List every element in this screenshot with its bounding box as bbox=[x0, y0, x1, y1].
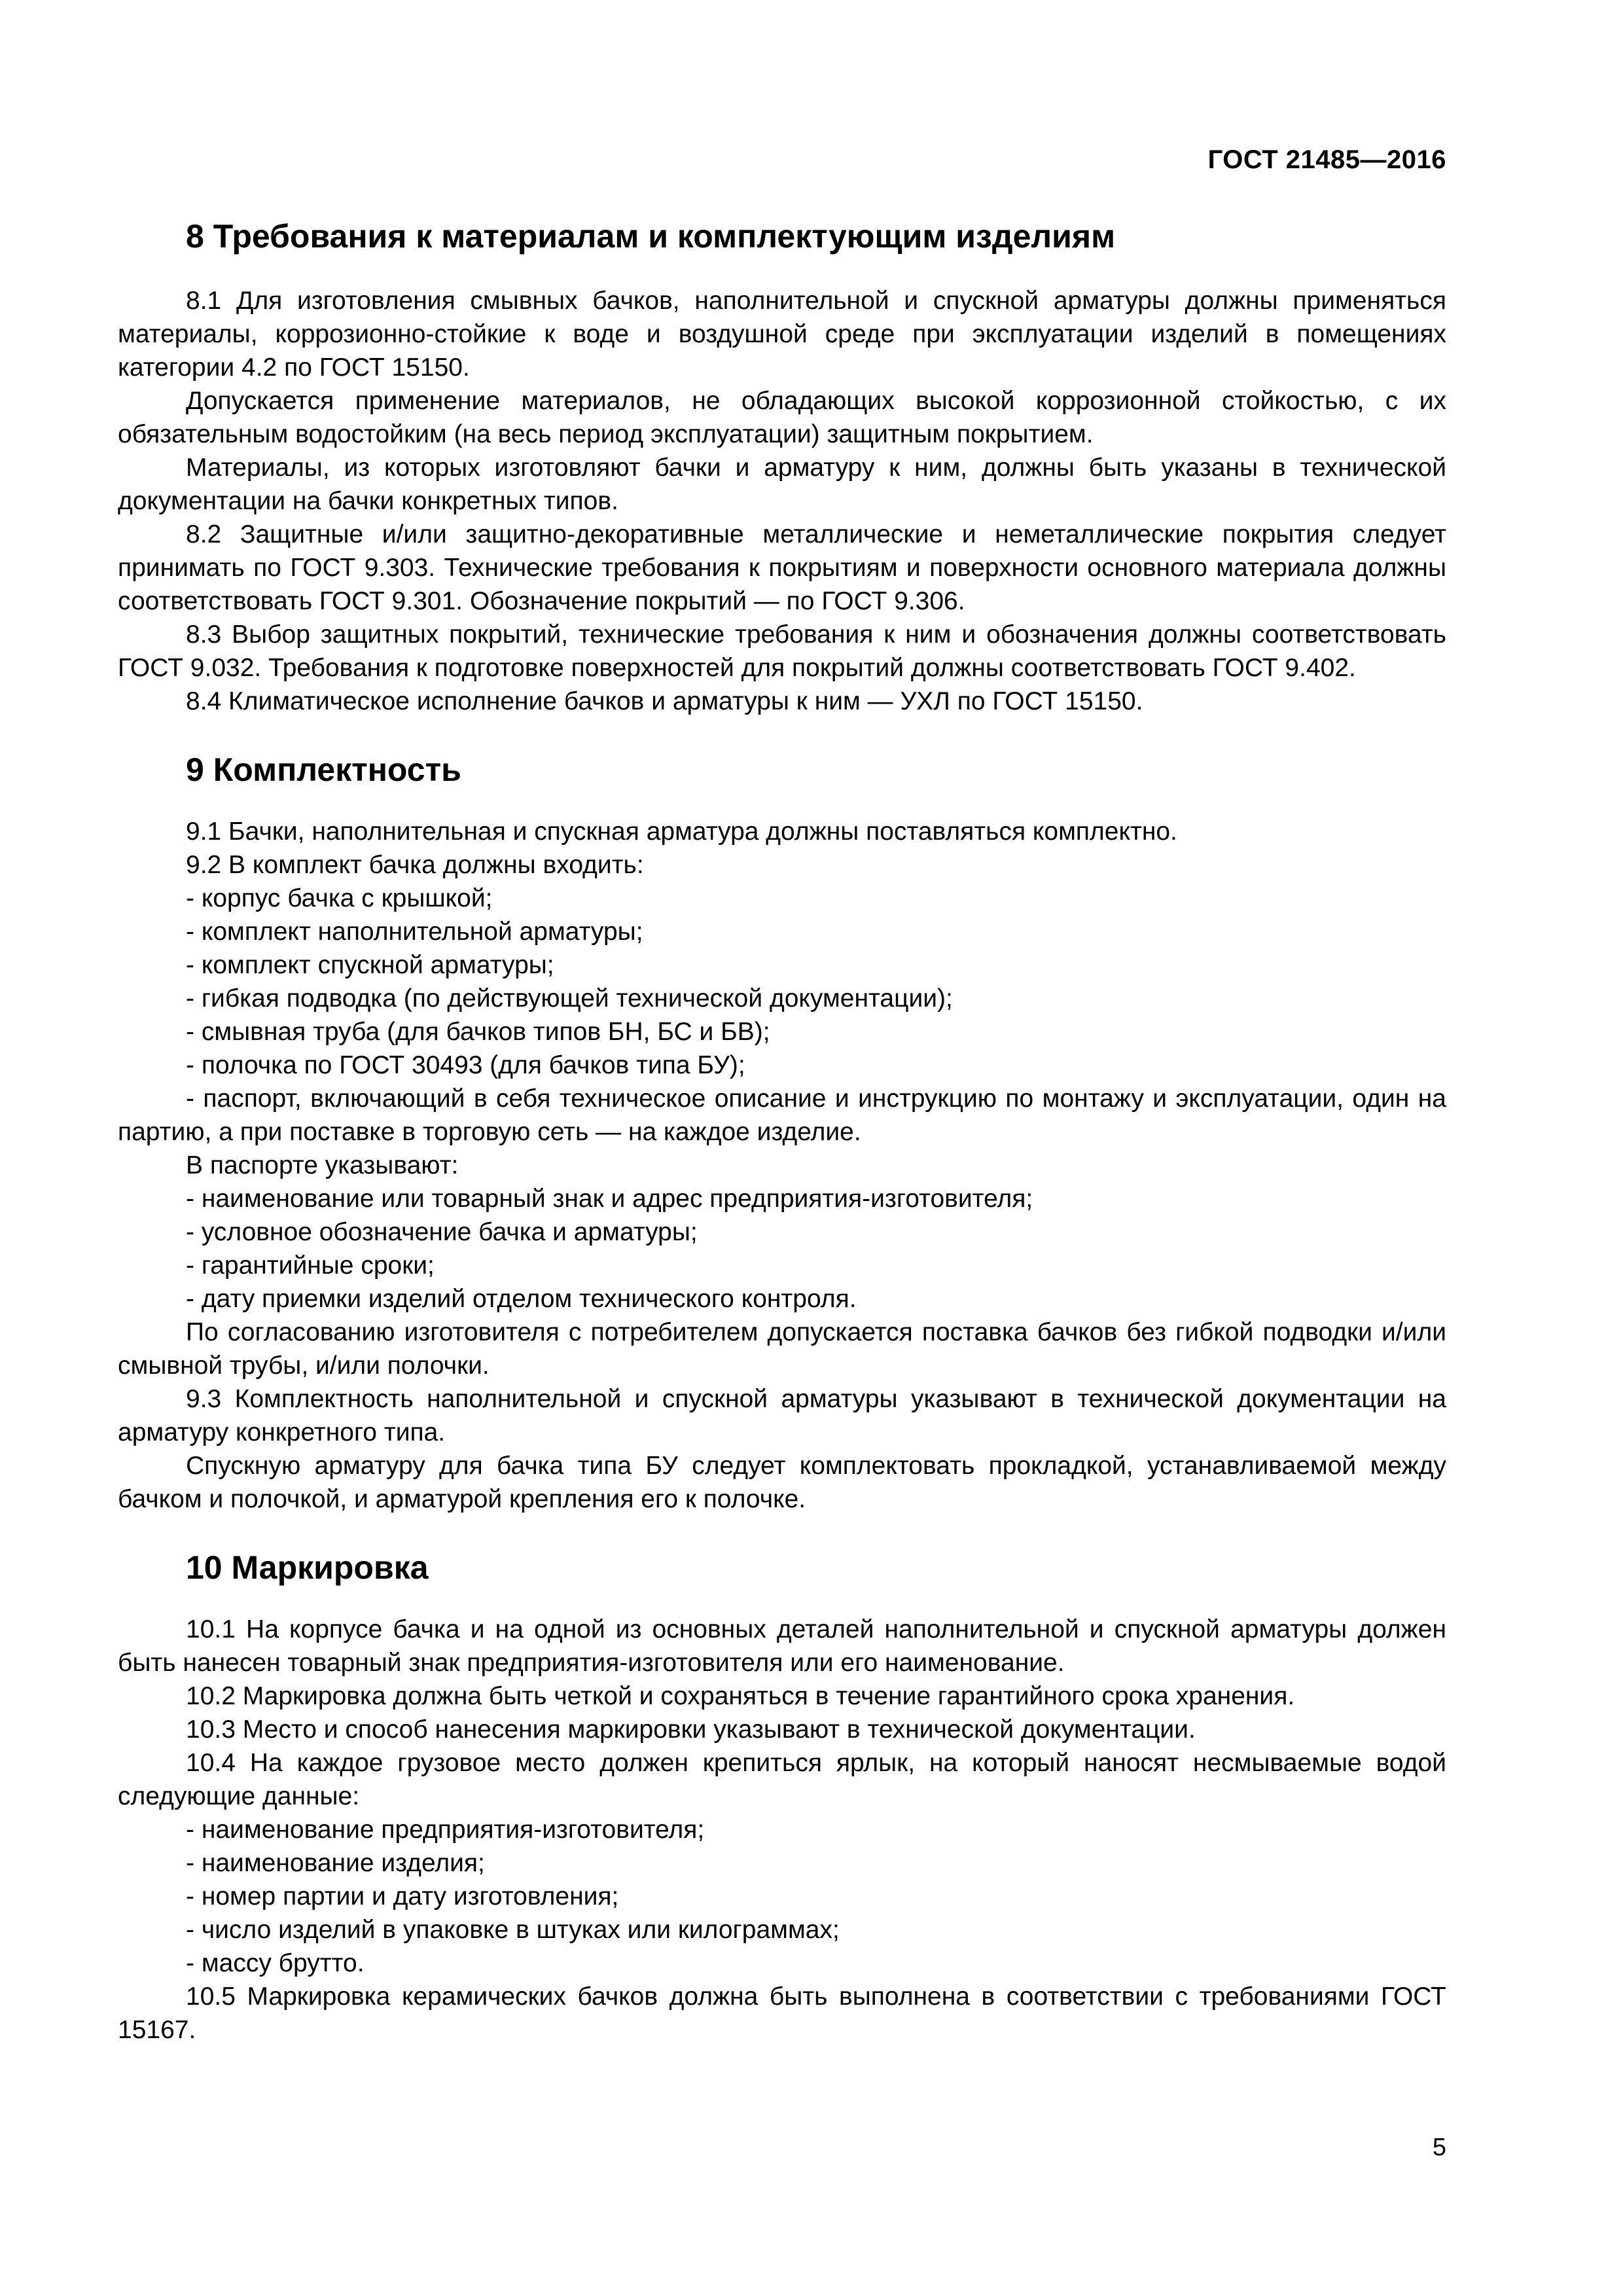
paragraph: 10.5 Маркировка керамических бачков должна быть выполнена в соответствии с требованиями ГОСТ 15167. bbox=[118, 1982, 1446, 2044]
list-item: - смывная труба (для бачков типов БН, БС и БВ); bbox=[186, 1018, 770, 1046]
list-item: - число изделий в упаковке в штуках или килограммах; bbox=[186, 1916, 840, 1944]
paragraph: По согласованию изготовителя с потребителем допускается поставка бачков без гибкой подводки и/или смывной трубы, и/или полочки. bbox=[118, 1318, 1446, 1380]
paragraph: 10.3 Место и способ нанесения маркировки указывают в технической документации. bbox=[186, 1715, 1196, 1744]
list-item: - паспорт, включающий в себя техническое описание и инструкцию по монтажу и эксплуатации, один на партию, а при поставке в торговую сеть — на каждое изделие. bbox=[118, 1085, 1446, 1146]
paragraph: 9.2 В комплект бачка должны входить: bbox=[186, 851, 644, 879]
list-item: - наименование предприятия-изготовителя; bbox=[186, 1816, 705, 1844]
document-body bbox=[118, 216, 1446, 2047]
list-item: - наименование изделия; bbox=[186, 1849, 485, 1877]
paragraph: 8.1 Для изготовления смывных бачков, наполнительной и спускной арматуры должны применяться материалы, коррозионно-стойкие к воде и воздушной среде при эксплуатации изделий в помещениях категории 4.2 по ГОСТ 15150. bbox=[118, 287, 1446, 382]
list-item: - гибкая подводка (по действующей технической документации); bbox=[186, 984, 953, 1013]
section-10-title: 10 Маркировка bbox=[186, 1549, 429, 1586]
paragraph: 9.1 Бачки, наполнительная и спускная арматура должны поставляться комплектно. bbox=[186, 817, 1177, 846]
list-item: - комплект спускной арматуры; bbox=[186, 951, 554, 979]
paragraph: 10.4 На каждое грузовое место должен крепиться ярлык, на который наносят несмываемые водой следующие данные: bbox=[118, 1749, 1446, 1810]
paragraph: Материалы, из которых изготовляют бачки и арматуру к ним, должны быть указаны в технической документации на бачки конкретных типов. bbox=[118, 454, 1446, 515]
paragraph: Спускную арматуру для бачка типа БУ следует комплектовать прокладкой, устанавливаемой между бачком и полочкой, и арматурой крепления его к полочке. bbox=[118, 1452, 1446, 1513]
paragraph: 10.1 На корпусе бачка и на одной из основных деталей наполнительной и спускной арматуры должен быть нанесен товарный знак предприятия-изготовителя или его наименование. bbox=[118, 1615, 1446, 1677]
paragraph: 8.4 Климатическое исполнение бачков и арматуры к ним — УХЛ по ГОСТ 15150. bbox=[186, 687, 1143, 715]
section-9-title: 9 Комплектность bbox=[186, 751, 461, 788]
page-number: 5 bbox=[1432, 2134, 1446, 2161]
list-item: - массу брутто. bbox=[186, 1949, 365, 1977]
paragraph: 8.2 Защитные и/или защитно-декоративные металлические и неметаллические покрытия следует принимать по ГОСТ 9.303. Технические требования к покрытиям и поверхности основного материала должны соответствовать ГОСТ 9.301. Обозначение покрытий — по ГОСТ 9.306. bbox=[118, 520, 1446, 615]
list-item: - корпус бачка с крышкой; bbox=[186, 884, 493, 912]
list-item: - гарантийные сроки; bbox=[186, 1251, 435, 1280]
list-item: - дату приемки изделий отделом технического контроля. bbox=[186, 1285, 857, 1313]
paragraph: 9.3 Комплектность наполнительной и спускной арматуры указывают в технической документации на арматуру конкретного типа. bbox=[118, 1385, 1446, 1446]
document-header-id: ГОСТ 21485—2016 bbox=[1207, 145, 1446, 174]
paragraph: 8.3 Выбор защитных покрытий, технические требования к ним и обозначения должны соответствовать ГОСТ 9.032. Требования к подготовке поверхностей для покрытий должны соответствовать ГОСТ 9.402. bbox=[118, 620, 1446, 682]
paragraph: Допускается применение материалов, не обладающих высокой коррозионной стойкостью, с их обязательным водостойким (на весь период эксплуатации) защитным покрытием. bbox=[118, 387, 1446, 448]
list-item: - условное обозначение бачка и арматуры; bbox=[186, 1218, 698, 1246]
list-item: - наименование или товарный знак и адрес предприятия-изготовителя; bbox=[186, 1185, 1033, 1213]
list-item: - номер партии и дату изготовления; bbox=[186, 1882, 619, 1910]
list-item: - комплект наполнительной арматуры; bbox=[186, 918, 643, 946]
paragraph: 10.2 Маркировка должна быть четкой и сохраняться в течение гарантийного срока хранения. bbox=[186, 1682, 1295, 1710]
paragraph: В паспорте указывают: bbox=[186, 1151, 459, 1179]
section-8-title: 8 Требования к материалам и комплектующим изделиям bbox=[186, 218, 1116, 255]
list-item: - полочка по ГОСТ 30493 (для бачков типа БУ); bbox=[186, 1051, 745, 1079]
